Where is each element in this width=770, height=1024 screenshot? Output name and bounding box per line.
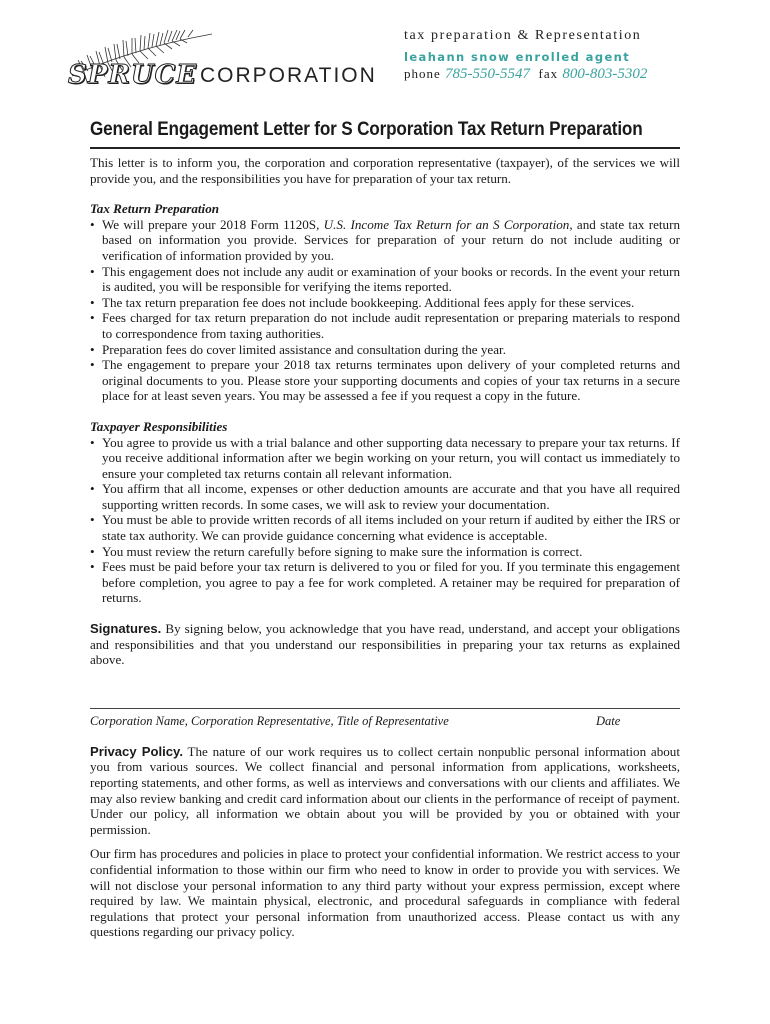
list-item-text: Preparation fees do cover limited assistance and consultation during the year. (102, 341, 506, 357)
intro-paragraph: This letter is to inform you, the corporation and corporation representative (taxpayer), of the services we will provide you, and the responsibilities you have for preparation of your tax return. (90, 155, 680, 186)
title-divider (90, 147, 680, 149)
letterhead (0, 0, 770, 100)
logo-spruce-text: SPRUCE (68, 60, 198, 90)
contact-block (404, 28, 647, 83)
privacy-text: The nature of our work requires us to collect certain nonpublic personal information about you from various sources. We collect financial and personal information from applications, worksheets, reporting statements, and other forms, as well as interviews and conversations with our clients and affiliates. We may also review banking and credit card information about our clients in the performance of receipt of payment. Under our policy, all information we obtain about you will be provided by you or obtained with your permission. (90, 743, 680, 837)
bullet-list (90, 217, 680, 404)
page-title: General Engagement Letter for S Corporation Tax Return Preparation (90, 118, 643, 140)
signatures-paragraph (90, 621, 680, 668)
privacy-paragraph (90, 744, 680, 838)
list-item-text: The engagement to prepare your 2018 tax returns terminates upon delivery of your completed returns and original documents to you. Please store your supporting documents and copies of your tax returns in a secure place for at least seven years. You may be assessed a fee if you request a copy in the future. (102, 357, 680, 404)
signature-line (90, 708, 680, 709)
list-item (90, 264, 680, 295)
list-item-text: The tax return preparation fee does not include bookkeeping. Additional fees apply for these services. (102, 294, 635, 310)
phone-fax-line (404, 66, 647, 83)
list-item-text: You agree to provide us with a trial balance and other supporting data necessary to prepare your tax returns. If you receive additional information after we begin working on your return, you will contact us immediately to ensure your completed tax returns contain all relevant information. (102, 434, 680, 481)
bullet-list (90, 435, 680, 607)
list-item (90, 357, 680, 404)
company-logo (64, 28, 404, 98)
privacy-label: Privacy Policy. (90, 743, 183, 759)
list-item-text: You affirm that all income, expenses or other deduction amounts are accurate and that you have all required supporting written records. In some cases, we will ask to review your documentation. (102, 481, 680, 512)
list-item (90, 481, 680, 512)
sections-container (90, 201, 680, 606)
list-item-text: Fees must be paid before your tax return is delivered to you or filed for you. If you terminate this engagement before completion, you agree to pay a fee for work completed. A retainer may be required for preparation of returns. (102, 559, 680, 606)
list-item-text: and state tax return based on information you provide. Services for preparation of your return do not include auditing or verification of information provided by you. (102, 216, 680, 263)
list-item-text: This engagement does not include any audit or examination of your books or records. In the event your return is audited, you will be responsible for verifying the items reported. (102, 263, 680, 295)
list-item-text: We will prepare your 2018 Form 1120S, (102, 216, 324, 232)
phone-label: phone (404, 66, 441, 81)
list-item (90, 559, 680, 606)
list-item (90, 295, 680, 311)
date-label: Date (596, 713, 621, 728)
section-title: Taxpayer Responsibilities (90, 418, 228, 434)
agent-name: leahann snow enrolled agent (404, 50, 631, 64)
fax-label: fax (538, 66, 559, 81)
list-item-text: You must review the return carefully before signing to make sure the information is correct. (102, 543, 583, 559)
list-item (90, 342, 680, 358)
signatures-label: Signatures. (90, 621, 162, 637)
list-item (90, 310, 680, 341)
list-item-text: U.S. Income Tax Return for an S Corporation, (323, 216, 573, 232)
privacy-paragraph-2: Our firm has procedures and policies in place to protect your confidential information. We restrict access to your confidential information to those within our firm who need to know in order to provide you with services. We will not disclose your personal information to any third party without your express permission, except where required by law. We maintain physical, electronic, and procedural safeguards in compliance with federal regulations that protect your personal information from unauthorized access. Please contact us with any questions regarding our privacy policy. (90, 846, 680, 940)
logo-corporation-text: CORPORATION (200, 64, 377, 87)
list-item (90, 512, 680, 543)
list-item-text: You must be able to provide written records of all items included on your return if audited by either the IRS or state tax authority. We can provide guidance concerning what evidence is acceptable. (102, 512, 680, 544)
section-title: Tax Return Preparation (90, 201, 220, 217)
list-item (90, 544, 680, 560)
list-item-text: Fees charged for tax return preparation do not include audit representation or preparing materials to respond to correspondence from taxing authorities. (102, 310, 680, 341)
list-item (90, 217, 680, 264)
letter-body (90, 118, 680, 940)
fax-number: 800-803-5302 (562, 66, 648, 82)
tagline: tax preparation & Representation (404, 28, 642, 43)
signatures-text: By signing below, you acknowledge that you have read, understand, and accept your obligations and responsibilities and that you understand our responsibilities in preparing your tax returns as explained above. (90, 621, 680, 668)
signature-caption-text: Corporation Name, Corporation Representative, Title of Representative (90, 713, 449, 728)
phone-number: 785-550-5547 (445, 66, 531, 82)
list-item (90, 435, 680, 482)
signature-caption (90, 714, 680, 732)
